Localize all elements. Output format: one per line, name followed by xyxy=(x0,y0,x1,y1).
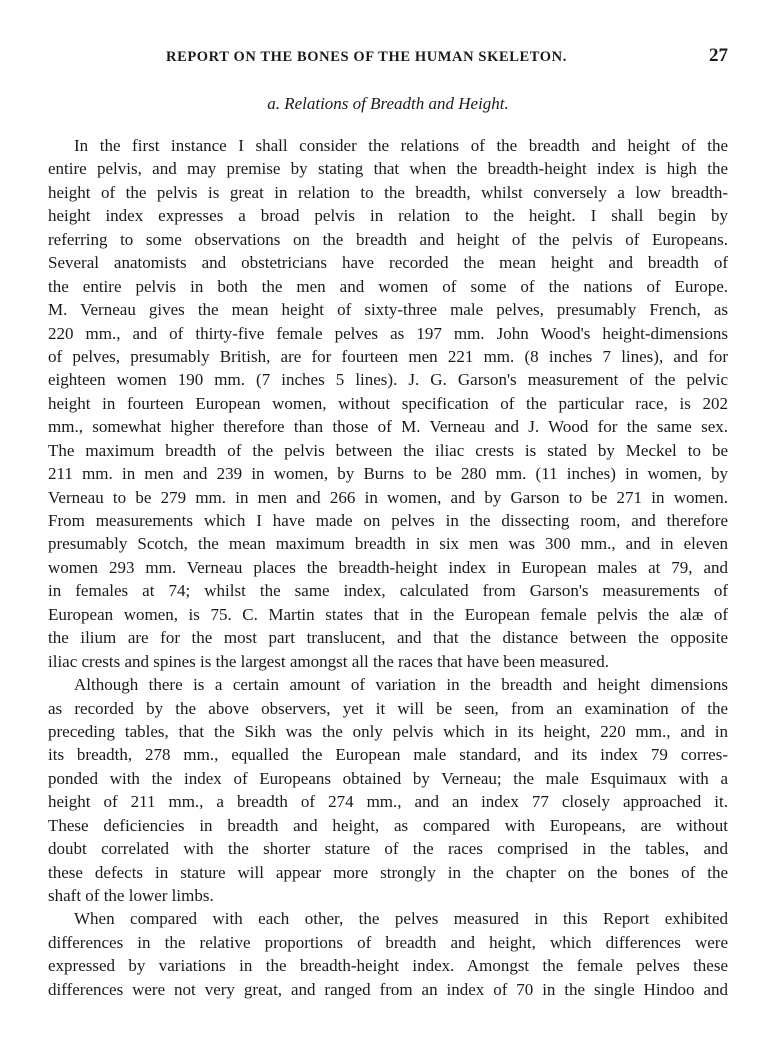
paragraph-2 xyxy=(48,673,728,907)
text-line: the entire pelvis in both the men and women of some of the nations of Europe. xyxy=(48,276,728,296)
section-heading: a. Relations of Breadth and Height. xyxy=(267,94,509,113)
text-line: These deficiencies in breadth and height, as compared with Europeans, are without xyxy=(48,815,728,835)
text-line: Several anatomists and obstetricians have recorded the mean height and breadth of xyxy=(48,253,728,273)
text-line: Although there is a certain amount of variation in the breadth and height dimensions xyxy=(74,675,728,695)
text-line: women 293 mm. Verneau places the breadth-height index in European males at 79, and xyxy=(48,557,728,577)
body-text xyxy=(48,134,728,1001)
paragraph-3 xyxy=(48,907,728,1001)
text-line: these defects in stature will appear more strongly in the chapter on the bones of the xyxy=(48,862,728,882)
text-line: The maximum breadth of the pelvis between the iliac crests is stated by Meckel to be xyxy=(48,440,728,460)
text-line: doubt correlated with the shorter stature of the races comprised in the tables, and xyxy=(48,839,728,859)
text-line: differences in the relative proportions of breadth and height, which differences were xyxy=(48,932,728,952)
text-line: preceding tables, that the Sikh was the only pelvis which in its height, 220 mm., and in xyxy=(48,721,728,741)
text-line: of pelves, presumably British, are for fourteen men 221 mm. (8 inches 7 lines), and for xyxy=(48,346,728,366)
text-line: iliac crests and spines is the largest amongst all the races that have been measured. xyxy=(48,651,609,671)
paragraph-1 xyxy=(48,134,728,673)
text-line: In the first instance I shall consider the relations of the breadth and height of the xyxy=(74,136,728,155)
text-line: eighteen women 190 mm. (7 inches 5 lines). J. G. Garson's measurement of the pelvic xyxy=(48,370,728,390)
text-line: referring to some observations on the breadth and height of the pelvis of Europeans. xyxy=(48,229,728,249)
text-line: height index expresses a broad pelvis in relation to the height. I shall begin by xyxy=(48,206,728,226)
text-line: height in fourteen European women, without specification of the particular race, is 202 xyxy=(48,393,728,413)
text-line: European women, is 75. C. Martin states that in the European female pelvis the alæ of xyxy=(48,604,728,624)
page-number: 27 xyxy=(709,45,728,66)
text-line: From measurements which I have made on pelves in the dissecting room, and therefore xyxy=(48,511,728,530)
text-line: its breadth, 278 mm., equalled the European male standard, and its index 79 corres- xyxy=(48,745,728,765)
text-line: presumably Scotch, the mean maximum breadth in six men was 300 mm., and in eleven xyxy=(48,534,728,554)
text-line: ponded with the index of Europeans obtained by Verneau; the male Esquimaux with a xyxy=(48,768,728,788)
text-line: as recorded by the above observers, yet it will be seen, from an examination of the xyxy=(48,698,728,718)
text-line: height of 211 mm., a breadth of 274 mm., and an index 77 closely approached it. xyxy=(48,792,728,812)
text-line: When compared with each other, the pelves measured in this Report exhibited xyxy=(74,909,728,929)
text-line: expressed by variations in the breadth-height index. Amongst the female pelves these xyxy=(48,956,728,976)
text-line: shaft of the lower limbs. xyxy=(48,886,214,905)
text-line: in females at 74; whilst the same index, calculated from Garson's measurements of xyxy=(48,581,728,601)
text-line: differences were not very great, and ranged from an index of 70 in the single Hindoo and xyxy=(48,979,728,999)
text-line: 220 mm., and of thirty-five female pelves as 197 mm. John Wood's height-dimensions xyxy=(48,323,728,343)
text-line: 211 mm. in men and 239 in women, by Burns to be 280 mm. (11 inches) in women, by xyxy=(48,464,728,484)
running-head xyxy=(48,45,728,69)
text-line: Verneau to be 279 mm. in men and 266 in women, and by Garson to be 271 in women. xyxy=(48,487,728,507)
text-line: entire pelvis, and may premise by stating that when the breadth-height index is high the xyxy=(48,159,728,179)
text-line: height of the pelvis is great in relation to the breadth, whilst conversely a low breadth- xyxy=(48,182,728,202)
text-line: the ilium are for the most part translucent, and that the distance between the opposite xyxy=(48,628,728,648)
running-title: REPORT ON THE BONES OF THE HUMAN SKELETON. xyxy=(166,49,567,65)
text-line: M. Verneau gives the mean height of sixty-three male pelves, presumably French, as xyxy=(48,300,728,320)
text-line: mm., somewhat higher therefore than those of M. Verneau and J. Wood for the same sex. xyxy=(48,417,728,437)
